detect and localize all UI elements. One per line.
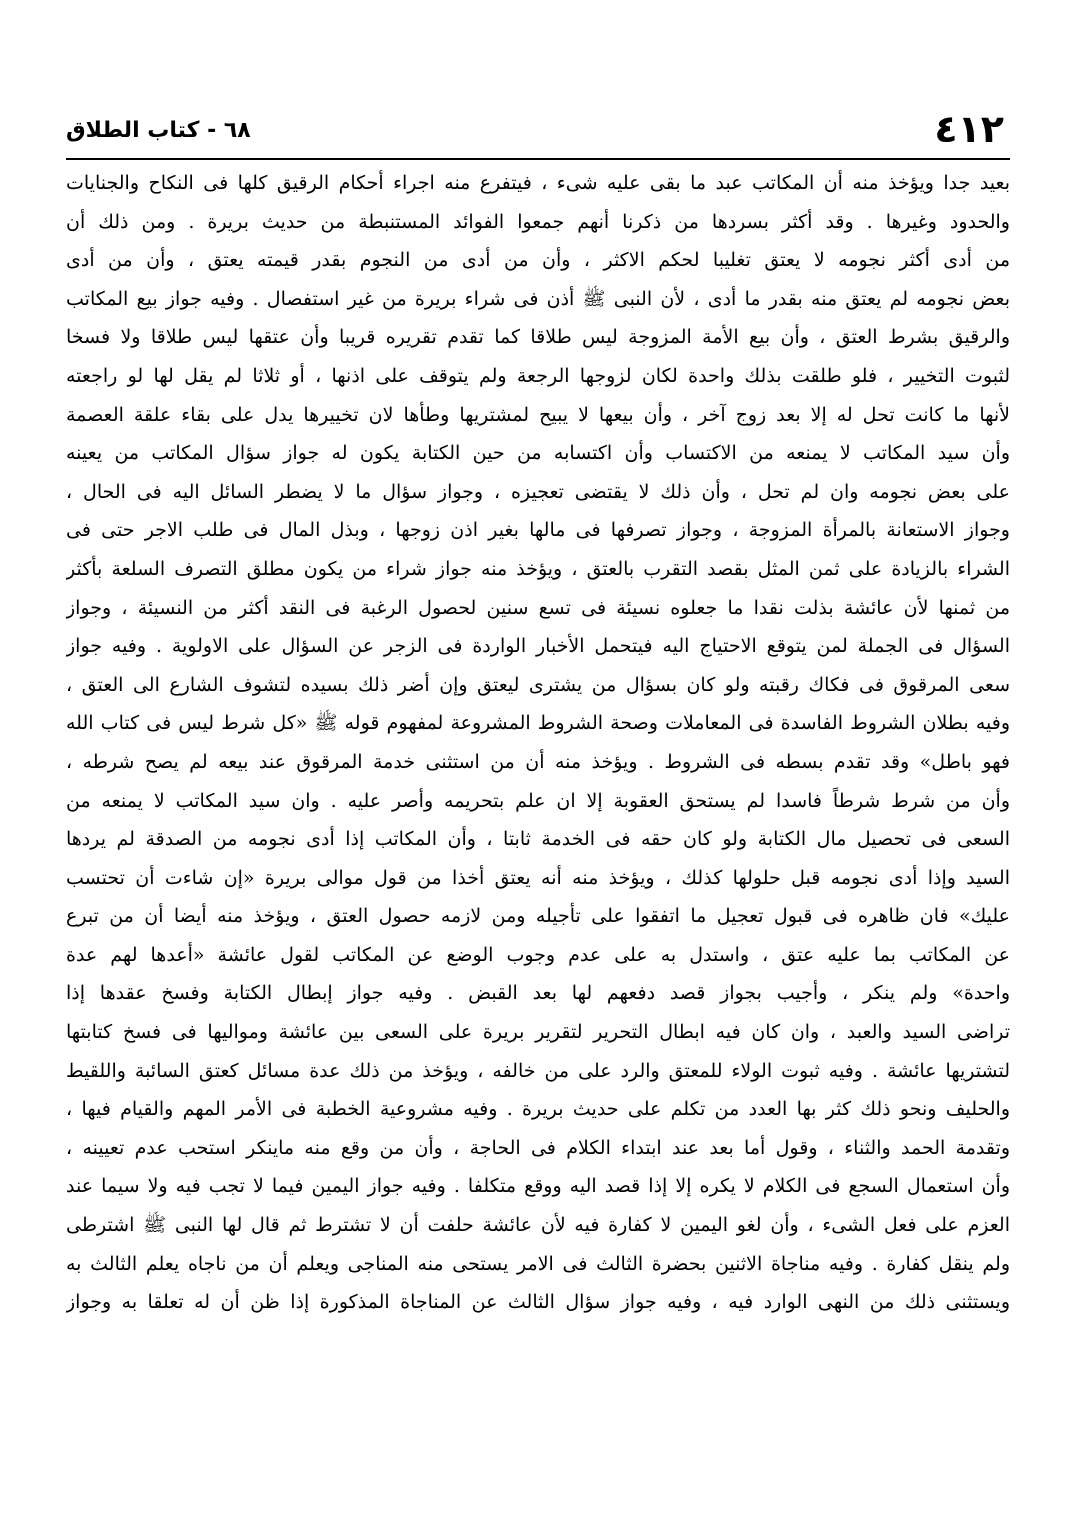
text-line: تراضى السيد والعبد ، وان كان فيه ابطال التحرير لتقرير بريرة على السعى بين عائشة ومواليها فى فسخ كتابتها	[66, 1021, 1010, 1044]
text-line: ولم ينقل كفارة . وفيه مناجاة الاثنين بحضرة الثالث فى الامر يستحى منه المناجى ويعلم أن من ناجاه يعلم الثالث به	[66, 1252, 1010, 1275]
text-line: وأن من شرط شرطاً فاسدا لم يستحق العقوبة إلا ان علم بتحريمه وأصر عليه . وان سيد المكاتب لا يمنعه من	[66, 789, 1010, 812]
text-line: فهو باطل» وقد تقدم بسطه فى الشروط . ويؤخذ منه أن من استثنى خدمة المرقوق عند بيعه لم يصح شرطه ،	[66, 750, 1010, 773]
text-line: السؤال فى الجملة لمن يتوقع الاحتياج اليه فيتحمل الأخبار الواردة فى الزجر عن السؤال على الاولوية . وفيه جواز	[66, 635, 1010, 658]
page-header	[66, 108, 1004, 158]
text-line: لتشتريها عائشة . وفيه ثبوت الولاء للمعتق والرد على من خالفه ، ويؤخذ من ذلك عدة مسائل كعتق السائبة واللقيط	[66, 1059, 1010, 1082]
text-line: على بعض نجومه وان لم تحل ، وأن ذلك لا يقتضى تعجيزه ، وجواز سؤال ما لا يضطر السائل اليه فى الحال ،	[66, 480, 1010, 503]
text-line: وأن سيد المكاتب لا يمنعه من الاكتساب وأن اكتسابه من حين الكتابة يكون له جواز سؤال المكاتب من يعينه	[66, 442, 1010, 465]
page-number: ٤١٢	[934, 107, 1004, 151]
text-line: عليك» فان ظاهره فى قبول تعجيل ما اتفقوا على تأجيله ومن لازمه حصول العتق ، ويؤخذ منه أيضا أن من تبرع	[66, 905, 1010, 928]
text-line: الشراء بالزيادة على ثمن المثل بقصد التقرب بالعتق ، ويؤخذ منه جواز شراء من يكون مطلق التصرف السلعة بأكثر	[66, 557, 1010, 580]
text-line: وتقدمة الحمد والثناء ، وقول أما بعد عند ابتداء الكلام فى الحاجة ، وأن من وقع منه ماينكر استحب عدم تعيينه ،	[66, 1136, 1010, 1159]
text-line: وجواز الاستعانة بالمرأة المزوجة ، وجواز تصرفها فى مالها بغير اذن زوجها ، وبذل المال فى طلب الاجر حتى فى	[66, 519, 1010, 542]
text-line: لأنها ما كانت تحل له إلا بعد زوج آخر ، وأن بيعها لا يبيح لمشتريها وطأها لان تخييرها يدل على بقاء علقة العصمة	[66, 403, 1010, 426]
text-line: لثبوت التخيير ، فلو طلقت بذلك واحدة لكان لزوجها الرجعة ولم يتوقف على اذنها ، أو ثلاثا لم يقل لها لو راجعته	[66, 364, 1010, 387]
text-line: بعيد جدا ويؤخذ منه أن المكاتب عبد ما بقى عليه شىء ، فيتفرع منه اجراء أحكام الرقيق كلها فى النكاح والجنايات	[66, 172, 1010, 194]
text-line: وفيه بطلان الشروط الفاسدة فى المعاملات وصحة الشروط المشروعة لمفهوم قوله ﷺ «كل شرط ليس فى كتاب الله	[66, 712, 1010, 735]
text-line: والحدود وغيرها . وقد أكثر بسردها من ذكرنا أنهم جمعوا الفوائد المستنبطة من حديث بريرة . ومن ذلك أن	[66, 210, 1010, 233]
body-text	[66, 164, 1010, 1322]
text-line: من أدى أكثر نجومه لا يعتق تغليبا لحكم الاكثر ، وأن من أدى من النجوم بقدر قيمته يعتق ، وأن من أدى	[66, 249, 1010, 272]
text-line: وأن استعمال السجع فى الكلام لا يكره إلا إذا قصد اليه ووقع متكلفا . وفيه جواز اليمين فيما لا تجب فيه ولا سيما عند	[66, 1175, 1010, 1198]
text-line: عن المكاتب بما عليه عتق ، واستدل به على عدم وجوب الوضع عن المكاتب لقول عائشة «أعدها لهم عدة	[66, 943, 1010, 966]
running-title: ٦٨ - كتاب الطلاق	[66, 118, 251, 143]
text-line: ويستثنى ذلك من النهى الوارد فيه ، وفيه جواز سؤال الثالث عن المناجاة المذكورة إذا ظن أن له تعلقا به وجواز	[66, 1291, 1010, 1314]
text-line: العزم على فعل الشىء ، وأن لغو اليمين لا كفارة فيه لأن عائشة حلفت أن لا تشترط ثم قال لها النبى ﷺ اشترطى	[66, 1214, 1010, 1237]
header-rule	[66, 158, 1010, 160]
text-line: سعى المرقوق فى فكاك رقبته ولو كان بسؤال من يشترى ليعتق وإن أضر ذلك بسيده لتشوف الشارع الى العتق ،	[66, 673, 1010, 696]
text-line: من ثمنها لأن عائشة بذلت نقدا ما جعلوه نسيئة فى تسع سنين لحصول الرغبة فى النقد أكثر من النسيئة ، وجواز	[66, 596, 1010, 619]
text-line: والحليف ونحو ذلك كثر بها العدد من تكلم على حديث بريرة . وفيه مشروعية الخطبة فى الأمر المهم والقيام فيها ،	[66, 1098, 1010, 1121]
text-line: واحدة» ولم ينكر ، وأجيب بجواز قصد دفعهم لها بعد القبض . وفيه جواز إبطال الكتابة وفسخ عقدها إذا	[66, 982, 1010, 1005]
text-line: السعى فى تحصيل مال الكتابة ولو كان حقه فى الخدمة ثابتا ، وأن المكاتب إذا أدى نجومه من الصدقة لم يردها	[66, 828, 1010, 851]
text-line: بعض نجومه لم يعتق منه بقدر ما أدى ، لأن النبى ﷺ أذن فى شراء بريرة من غير استفصال . وفيه جواز بيع المكاتب	[66, 287, 1010, 310]
text-line: السيد وإذا أدى نجومه قبل حلولها كذلك ، ويؤخذ منه أنه يعتق أخذا من قول موالى بريرة «إن شاءت أن تحتسب	[66, 866, 1010, 889]
text-line: والرقيق بشرط العتق ، وأن بيع الأمة المزوجة ليس طلاقا كما تقدم تقريره قريبا وأن عتقها ليس طلاقا ولا فسخا	[66, 326, 1010, 349]
